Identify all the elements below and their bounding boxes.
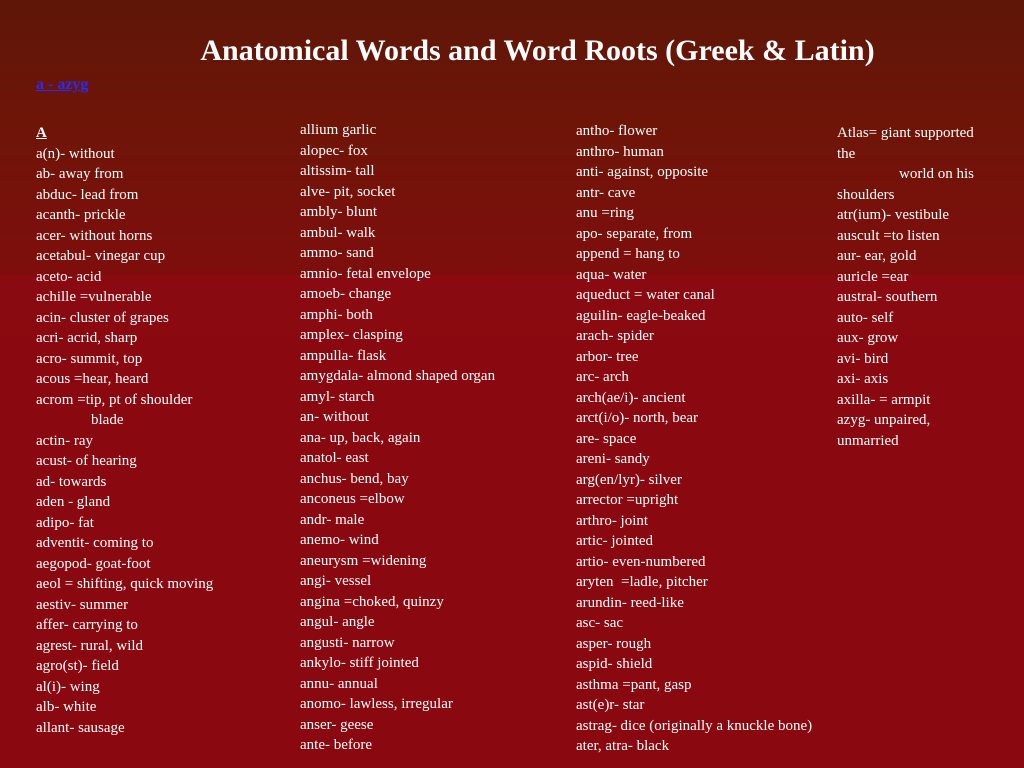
list-item: annu- annual: [300, 675, 378, 692]
list-item: alopec- fox: [300, 142, 368, 159]
list-item: arbor- tree: [576, 348, 639, 365]
list-item: auscult =to listen: [837, 227, 940, 244]
list-item: alb- white: [36, 699, 97, 715]
list-item: acrom =tip, pt of shoulder: [36, 391, 193, 408]
section-link-a-azyg[interactable]: a - azyg: [36, 76, 89, 93]
page-title: Anatomical Words and Word Roots (Greek & Latin): [200, 34, 875, 67]
list-item: arch(ae/i)- ancient: [576, 389, 686, 406]
list-item: amygdala- almond shaped organ: [300, 368, 496, 384]
list-item: anomo- lawless, irregular: [300, 696, 453, 712]
list-item: arc- arch: [576, 369, 629, 385]
list-item-continuation: blade: [91, 412, 124, 428]
list-item-continuation: world on his: [899, 166, 974, 182]
list-item: are- space: [576, 430, 637, 447]
list-item: arg(en/lyr)- silver: [576, 471, 682, 488]
list-item: anatol- east: [300, 450, 369, 466]
list-item: areni- sandy: [576, 451, 650, 467]
list-item: auto- self: [837, 309, 894, 326]
list-item-continuation: shoulders: [837, 186, 895, 203]
list-item: ankylo- stiff jointed: [300, 655, 419, 671]
list-item: amphi- both: [300, 306, 373, 323]
list-item: amnio- fetal envelope: [300, 265, 431, 282]
list-item: agrest- rural, wild: [36, 637, 144, 654]
list-item-continuation: the: [837, 145, 856, 162]
list-item: anemo- wind: [300, 532, 379, 548]
list-item: actin- ray: [36, 432, 94, 449]
list-item: ana- up, back, again: [300, 429, 421, 446]
list-item: ambul- walk: [300, 224, 376, 241]
list-item: acri- acrid, sharp: [36, 330, 138, 346]
list-item: asc- sac: [576, 615, 624, 631]
list-item: acetabul- vinegar cup: [36, 248, 166, 264]
list-item: axi- axis: [837, 371, 889, 387]
list-item: acous =hear, heard: [36, 371, 149, 387]
list-item: al(i)- wing: [36, 678, 100, 695]
list-item: aneurysm =widening: [300, 552, 427, 569]
list-item: austral- southern: [837, 289, 938, 305]
column-2: [300, 120, 495, 756]
list-item: abduc- lead from: [36, 186, 139, 203]
list-item: antho- flower: [576, 123, 658, 139]
list-item: arach- spider: [576, 328, 654, 344]
list-item: ante- before: [300, 737, 373, 753]
list-item: acro- summit, top: [36, 350, 143, 367]
list-item: ater, atra- black: [576, 738, 670, 754]
list-item: astrag- dice (originally a knuckle bone): [576, 717, 813, 734]
list-item: ampulla- flask: [300, 347, 387, 364]
column-4: [837, 123, 974, 451]
list-item-continuation: unmarried: [837, 432, 899, 449]
list-item: ast(e)r- star: [576, 697, 645, 713]
list-item: agro(st)- field: [36, 658, 119, 674]
list-item: andr- male: [300, 511, 365, 528]
column-1: [36, 123, 213, 738]
list-item: anconeus =elbow: [300, 491, 405, 507]
list-item: aqua- water: [576, 266, 647, 283]
list-item: angusti- narrow: [300, 634, 395, 651]
list-item: an- without: [300, 409, 369, 425]
list-item: amplex- clasping: [300, 327, 403, 343]
list-item: anchus- bend, bay: [300, 470, 409, 487]
list-item: aryten =ladle, pitcher: [576, 574, 708, 590]
section-heading-a: A: [36, 125, 47, 141]
list-item: acer- without horns: [36, 227, 153, 244]
list-item: aspid- shield: [576, 656, 653, 672]
list-item: atr(ium)- vestibule: [837, 207, 950, 223]
list-item: altissim- tall: [300, 163, 375, 179]
list-item: arrector =upright: [576, 492, 679, 508]
list-item: arct(i/o)- north, bear: [576, 410, 699, 426]
list-item: anser- geese: [300, 716, 374, 733]
list-item: axilla- = armpit: [837, 391, 931, 408]
list-item: ad- towards: [36, 473, 107, 490]
list-item: acust- of hearing: [36, 453, 137, 469]
list-item: avi- bird: [837, 350, 889, 367]
list-item: aqueduct = water canal: [576, 287, 715, 303]
list-item: anti- against, opposite: [576, 164, 709, 180]
list-item: ammo- sand: [300, 245, 374, 261]
list-item: allant- sausage: [36, 719, 125, 736]
list-item: aden - gland: [36, 494, 111, 510]
list-item: append = hang to: [576, 246, 680, 262]
list-item: azyg- unpaired,: [837, 412, 931, 428]
list-item: a(n)- without: [36, 145, 115, 162]
list-item: adipo- fat: [36, 514, 94, 531]
list-item: arthro- joint: [576, 512, 649, 529]
list-item: aur- ear, gold: [837, 248, 917, 264]
list-item: apo- separate, from: [576, 225, 693, 242]
list-item: aceto- acid: [36, 268, 102, 285]
list-item: achille =vulnerable: [36, 289, 152, 305]
list-item: aegopod- goat-foot: [36, 555, 151, 572]
list-item: amyl- starch: [300, 388, 375, 405]
list-item: angul- angle: [300, 614, 375, 630]
list-item: ab- away from: [36, 166, 124, 182]
list-item: artio- even-numbered: [576, 553, 706, 570]
list-item: angi- vessel: [300, 573, 372, 589]
list-item: adventit- coming to: [36, 535, 154, 551]
list-item: acanth- prickle: [36, 207, 126, 223]
list-item: aeol = shifting, quick moving: [36, 576, 214, 592]
list-item: antr- cave: [576, 184, 636, 201]
list-item: anthro- human: [576, 143, 664, 160]
list-item: asthma =pant, gasp: [576, 676, 692, 693]
list-item: acin- cluster of grapes: [36, 309, 169, 326]
column-3: [576, 121, 812, 757]
list-item: allium garlic: [300, 122, 377, 138]
list-item: aguilin- eagle-beaked: [576, 307, 706, 324]
list-item: arundin- reed-like: [576, 594, 684, 611]
list-item: affer- carrying to: [36, 617, 138, 633]
list-item: amoeb- change: [300, 286, 392, 302]
list-item: ambly- blunt: [300, 204, 378, 220]
list-item: auricle =ear: [837, 268, 909, 285]
list-item: alve- pit, socket: [300, 183, 396, 200]
list-item: angina =choked, quinzy: [300, 593, 444, 610]
list-item: anu =ring: [576, 205, 635, 221]
list-item: asper- rough: [576, 635, 652, 652]
list-item: artic- jointed: [576, 533, 654, 549]
list-item: Atlas= giant supported: [837, 125, 974, 141]
list-item: aux- grow: [837, 330, 899, 346]
list-item: aestiv- summer: [36, 596, 129, 613]
